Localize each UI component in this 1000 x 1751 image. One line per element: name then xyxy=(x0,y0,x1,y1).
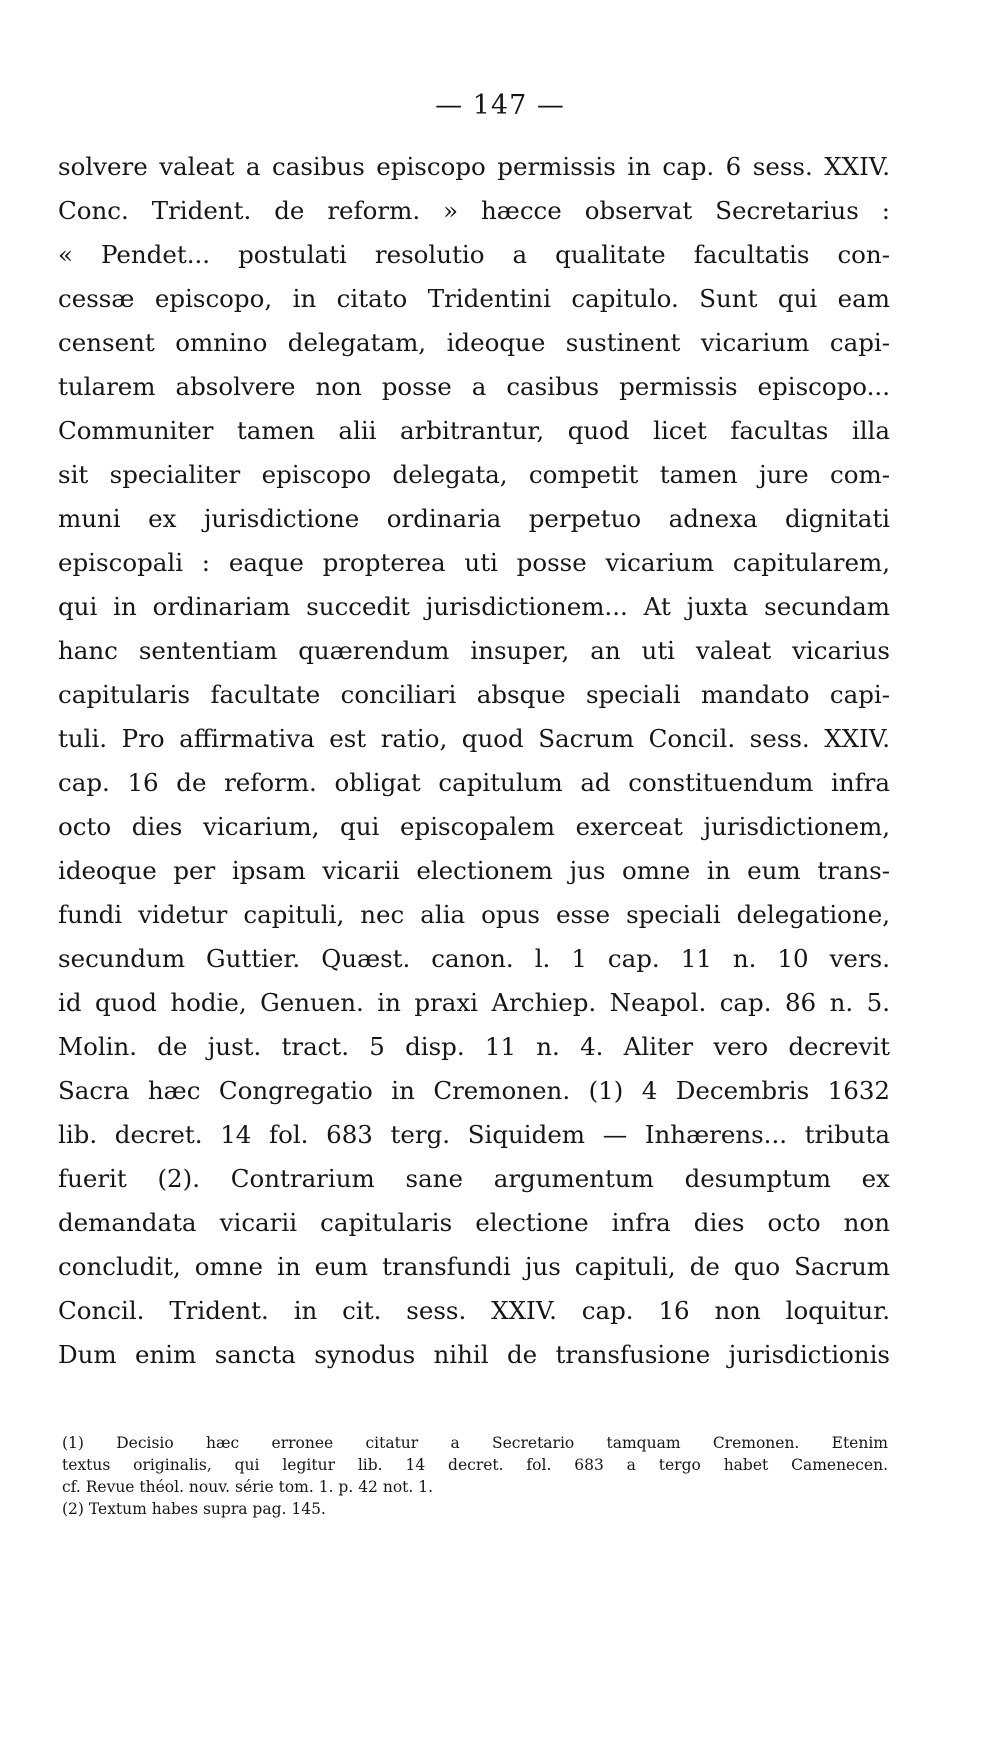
text-line: ideoque per ipsam vicarii electionem jus omne in eum trans- xyxy=(58,856,890,885)
text-line: Communiter tamen alii arbitrantur, quod licet facultas illa xyxy=(58,416,890,445)
main-text xyxy=(58,145,890,1377)
text-line: sit specialiter episcopo delegata, competit tamen jure com- xyxy=(58,460,890,489)
text-line: cap. 16 de reform. obligat capitulum ad constituendum infra xyxy=(58,768,890,797)
footnote-line: (2) Textum habes supra pag. 145. xyxy=(62,1500,326,1518)
text-line: fuerit (2). Contrarium sane argumentum desumptum ex xyxy=(58,1164,890,1193)
text-line: tuli. Pro affirmativa est ratio, quod Sacrum Concil. sess. XXIV. xyxy=(58,724,890,753)
text-line: Sacra hæc Congregatio in Cremonen. (1) 4 Decembris 1632 xyxy=(58,1076,890,1105)
text-line: Conc. Trident. de reform. » hæcce observat Secretarius : xyxy=(58,196,890,225)
page-number: — 147 — xyxy=(435,90,565,121)
text-line: demandata vicarii capitularis electione infra dies octo non xyxy=(58,1208,890,1237)
text-line: Dum enim sancta synodus nihil de transfusione jurisdictionis xyxy=(58,1340,890,1369)
footnote-line: (1) Decisio hæc erronee citatur a Secretario tamquam Cremonen. Etenim xyxy=(62,1434,888,1452)
text-line: censent omnino delegatam, ideoque sustinent vicarium capi- xyxy=(58,328,890,357)
text-line: « Pendet... postulati resolutio a qualitate facultatis con- xyxy=(58,240,890,269)
footnote-line: cf. Revue théol. nouv. série tom. 1. p. 42 not. 1. xyxy=(62,1478,434,1496)
text-line: episcopali : eaque propterea uti posse vicarium capitularem, xyxy=(58,548,890,577)
text-line: tularem absolvere non posse a casibus permissis episcopo... xyxy=(58,372,890,401)
text-line: concludit, omne in eum transfundi jus capituli, de quo Sacrum xyxy=(58,1252,890,1281)
text-line: Molin. de just. tract. 5 disp. 11 n. 4. Aliter vero decrevit xyxy=(58,1032,890,1061)
text-line: muni ex jurisdictione ordinaria perpetuo adnexa dignitati xyxy=(58,504,890,533)
text-line: octo dies vicarium, qui episcopalem exerceat jurisdictionem, xyxy=(58,812,890,841)
text-line: qui in ordinariam succedit jurisdictionem... At juxta secundam xyxy=(58,592,890,621)
text-line: fundi videtur capituli, nec alia opus esse speciali delegatione, xyxy=(58,900,890,929)
text-line: lib. decret. 14 fol. 683 terg. Siquidem — Inhærens... tributa xyxy=(58,1120,890,1149)
footnote-line: textus originalis, qui legitur lib. 14 decret. fol. 683 a tergo habet Camenecen. xyxy=(62,1456,888,1474)
text-line: id quod hodie, Genuen. in praxi Archiep. Neapol. cap. 86 n. 5. xyxy=(58,988,890,1017)
text-line: solvere valeat a casibus episcopo permissis in cap. 6 sess. XXIV. xyxy=(58,152,890,181)
text-line: Concil. Trident. in cit. sess. XXIV. cap. 16 non loquitur. xyxy=(58,1296,890,1325)
footnotes xyxy=(62,1432,888,1520)
text-line: capitularis facultate conciliari absque speciali mandato capi- xyxy=(58,680,890,709)
text-line: secundum Guttier. Quæst. canon. l. 1 cap. 11 n. 10 vers. xyxy=(58,944,890,973)
text-line: cessæ episcopo, in citato Tridentini capitulo. Sunt qui eam xyxy=(58,284,890,313)
text-line: hanc sententiam quærendum insuper, an uti valeat vicarius xyxy=(58,636,890,665)
